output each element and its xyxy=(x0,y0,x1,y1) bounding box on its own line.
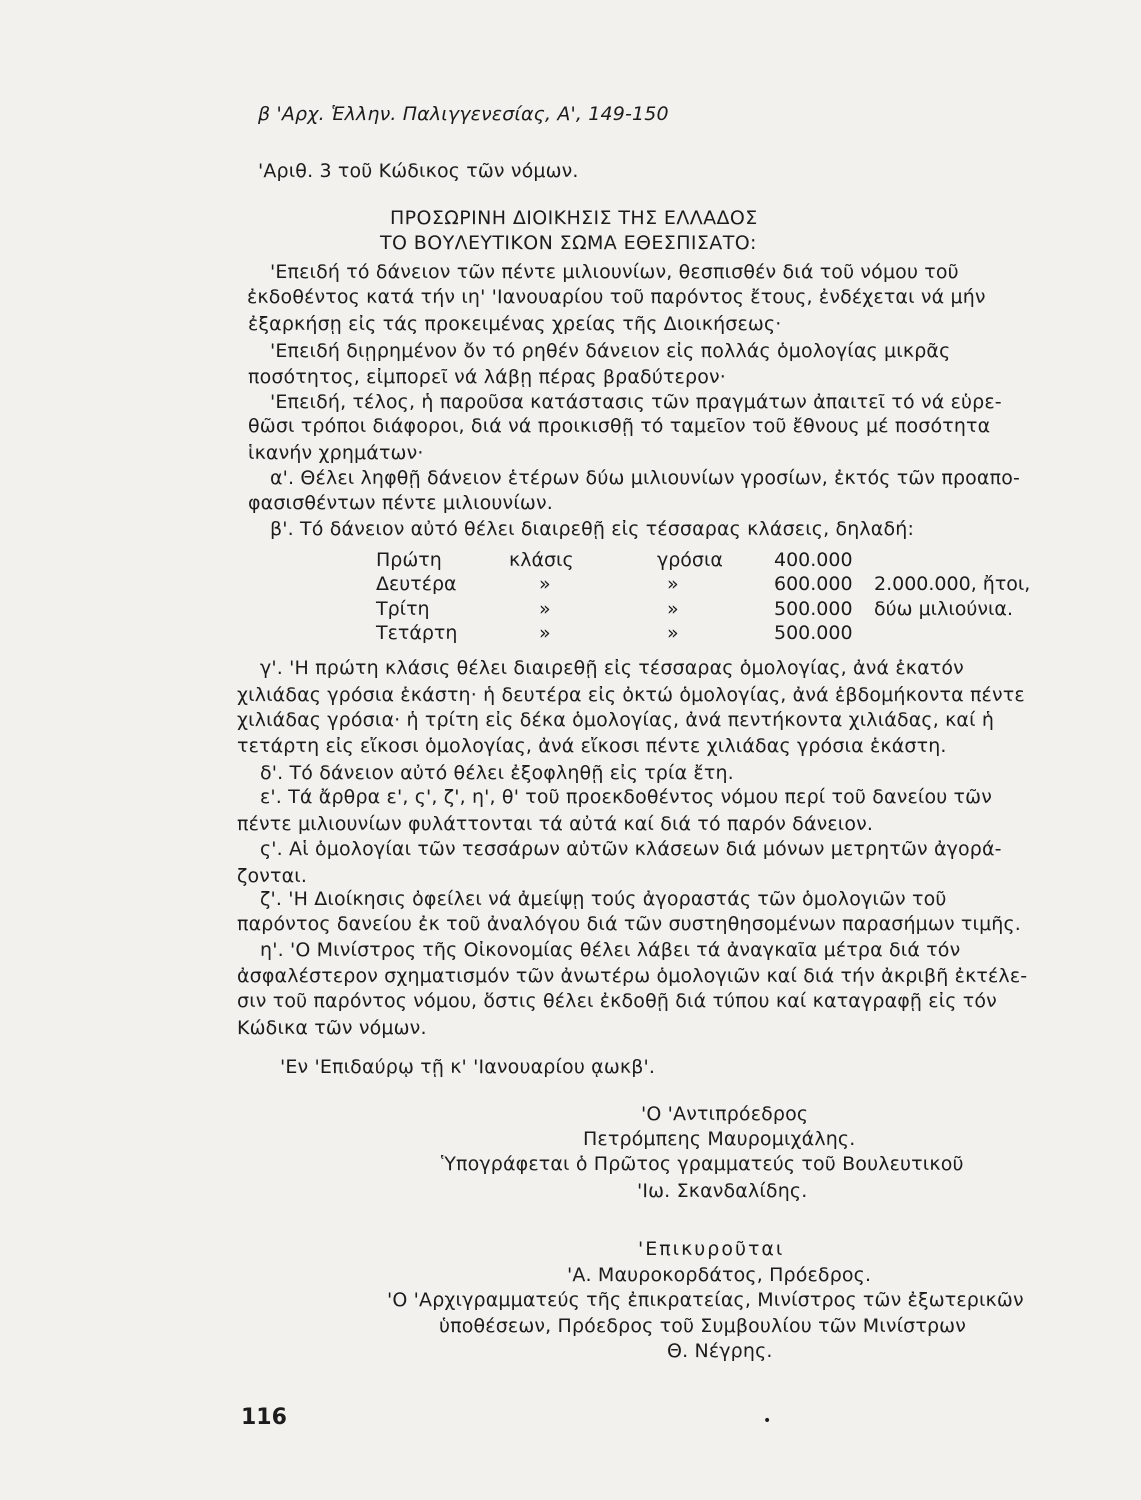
body-line: 'Επειδή διῃρημένον ὄν τό ρηθέν δάνειον εἰς πολλάς ὁμολογίας μικρᾶς xyxy=(270,340,951,362)
table-row xyxy=(376,549,1030,573)
table-cell: κλάσις xyxy=(509,549,574,571)
body-line: ε'. Τά ἄρθρα ε', ς', ζ', η', θ' τοῦ προεκδοθέντος νόμου περί τοῦ δανείου τῶν xyxy=(260,786,992,808)
table-cell: » xyxy=(667,597,679,620)
ratification-line: 'Ο 'Αρχιγραμματεύς τῆς ἐπικρατείας, Μινίστρος τῶν ἐξωτερικῶν xyxy=(387,1289,1024,1311)
body-line: ἐκδοθέντος κατά τήν ιη' 'Ιανουαρίου τοῦ παρόντος ἔτους, ἐνδέχεται νά μήν xyxy=(247,286,986,308)
table-cell: Τρίτη xyxy=(376,597,430,620)
table-row xyxy=(376,573,1030,597)
date-line: 'Εν 'Επιδαύρῳ τῇ κ' 'Ιανουαρίου ᾳωκβ'. xyxy=(280,1056,656,1078)
signature-title: 'Ο 'Αντιπρόεδρος xyxy=(641,1103,809,1125)
table-cell: δύω μιλιούνια. xyxy=(874,597,1013,620)
body-line: β'. Τό δάνειον αὐτό θέλει διαιρεθῇ εἰς τέσσαρας κλάσεις, δηλαδή: xyxy=(270,518,915,540)
body-line: α'. Θέλει ληφθῇ δάνειον ἑτέρων δύω μιλιουνίων γροσίων, ἐκτός τῶν προαπο- xyxy=(270,467,1020,489)
body-line: χιλιάδας γρόσια ἑκάστη· ἡ δευτέρα εἰς ὀκτώ ὁμολογίας, ἀνά ἑβδομήκοντα πέντε xyxy=(237,684,1025,706)
table-cell: 2.000.000, ἤτοι, xyxy=(874,573,1031,596)
body-line: παρόντος δανείου ἐκ τοῦ ἀναλόγου διά τῶν συστηθησομένων παρασήμων τιμῆς. xyxy=(237,913,1021,935)
body-line: ἀσφαλέστερον σχηματισμόν τῶν ἀνωτέρω ὁμολογιῶν καί διά τήν ἀκριβῆ ἐκτέλε- xyxy=(237,965,1028,987)
table-cell: 500.000 xyxy=(774,597,853,620)
body-line: δ'. Τό δάνειον αὐτό θέλει ἐξοφληθῇ εἰς τρία ἔτη. xyxy=(260,762,734,784)
body-line: η'. 'Ο Μινίστρος τῆς Οἰκονομίας θέλει λάβει τά ἀναγκαῖα μέτρα διά τόν xyxy=(260,939,961,961)
table-cell: » xyxy=(539,573,551,596)
body-line: θῶσι τρόποι διάφοροι, διά νά προικισθῇ τό ταμεῖον τοῦ ἔθνους μέ ποσότητα xyxy=(248,415,991,437)
table-cell: » xyxy=(539,621,551,644)
ratification-line: 'Α. Μαυροκορδάτος, Πρόεδρος. xyxy=(567,1264,872,1286)
body-line: ἱκανήν χρημάτων· xyxy=(248,442,424,464)
body-line: ποσότητος, εἰμπορεῖ νά λάβῃ πέρας βραδύτερον· xyxy=(248,366,726,388)
table-cell: Πρώτη xyxy=(376,549,442,571)
body-line: 'Επειδή, τέλος, ἡ παροῦσα κατάστασις τῶν πραγμάτων ἀπαιτεῖ τό νά εὑρε- xyxy=(270,391,1002,413)
source-citation: β 'Αρχ. Ἑλλην. Παλιγγενεσίας, Α', 149-150 xyxy=(258,103,669,125)
body-line: γ'. 'Η πρώτη κλάσις θέλει διαιρεθῇ εἰς τέσσαρας ὁμολογίας, ἀνά ἑκατόν xyxy=(260,657,964,679)
signature-note: Ὑπογράφεται ὁ Πρῶτος γραμματεύς τοῦ Βουλευτικοῦ xyxy=(441,1153,964,1175)
body-line: πέντε μιλιουνίων φυλάττονται τά αὐτά καί διά τό παρόν δάνειον. xyxy=(237,813,874,835)
ratification-name: Θ. Νέγρης. xyxy=(667,1340,773,1362)
signature-name: 'Ιω. Σκανδαλίδης. xyxy=(637,1180,808,1202)
body-line: ζονται. xyxy=(237,865,308,887)
body-line: ζ'. 'Η Διοίκησις ὀφείλει νά ἀμείψῃ τούς ἀγοραστάς τῶν ὁμολογιῶν τοῦ xyxy=(260,888,947,910)
body-line: φασισθέντων πέντε μιλιουνίων. xyxy=(248,492,553,514)
table-cell: » xyxy=(667,573,679,596)
classes-table xyxy=(376,549,1030,646)
body-line: ς'. Αἱ ὁμολογίαι τῶν τεσσάρων αὐτῶν κλάσεων διά μόνων μετρητῶν ἀγορά- xyxy=(260,838,1002,860)
body-line: χιλιάδας γρόσια· ἡ τρίτη εἰς δέκα ὁμολογίας, ἀνά πεντήκοντα χιλιάδας, καί ἡ xyxy=(237,709,995,731)
body-line: ἐξαρκήσῃ εἰς τάς προκειμένας χρείας τῆς Διοικήσεως· xyxy=(248,313,782,335)
table-cell: γρόσια xyxy=(657,549,723,571)
table-cell xyxy=(874,622,1030,646)
law-number: 'Αριθ. 3 τοῦ Κώδικος τῶν νόμων. xyxy=(258,160,579,182)
heading-line-1: ΠΡΟΣΩΡΙΝΗ ΔΙΟΙΚΗΣΙΣ ΤΗΣ ΕΛΛΑΔΟΣ xyxy=(390,207,758,229)
signature-name: Πετρόμπεης Μαυρομιχάλης. xyxy=(583,1128,856,1150)
body-line: σιν τοῦ παρόντος νόμου, ὅστις θέλει ἐκδοθῇ διά τύπου καί καταγραφῇ εἰς τόν xyxy=(237,990,997,1012)
table-cell: 400.000 xyxy=(774,549,853,571)
page-number: 116 xyxy=(241,1405,287,1430)
table-cell xyxy=(874,549,1030,573)
table-row xyxy=(376,622,1030,646)
body-line: Κώδικα τῶν νόμων. xyxy=(237,1017,427,1039)
table-cell: Τετάρτη xyxy=(376,621,458,644)
table-cell: Δευτέρα xyxy=(376,573,457,596)
table-cell: » xyxy=(667,621,679,644)
body-line: τετάρτη εἰς εἴκοσι ὁμολογίας, ἀνά εἴκοσι πέντε χιλιάδας γρόσια ἑκάστη. xyxy=(237,735,947,757)
footer-mark: • xyxy=(763,1413,772,1429)
heading-line-2: ΤΟ ΒΟΥΛΕΥΤΙΚΟΝ ΣΩΜΑ ΕΘΕΣΠΙΣΑΤΟ: xyxy=(380,232,757,254)
table-cell: 500.000 xyxy=(774,621,853,644)
body-line: 'Επειδή τό δάνειον τῶν πέντε μιλιουνίων, θεσπισθέν διά τοῦ νόμου τοῦ xyxy=(270,261,959,283)
table-cell: » xyxy=(539,597,551,620)
ratification-heading: 'Επικυροῦται xyxy=(638,1238,785,1260)
table-cell: 600.000 xyxy=(774,573,853,596)
table-row xyxy=(376,598,1030,622)
ratification-line: ὑποθέσεων, Πρόεδρος τοῦ Συμβουλίου τῶν Μινίστρων xyxy=(439,1315,966,1337)
